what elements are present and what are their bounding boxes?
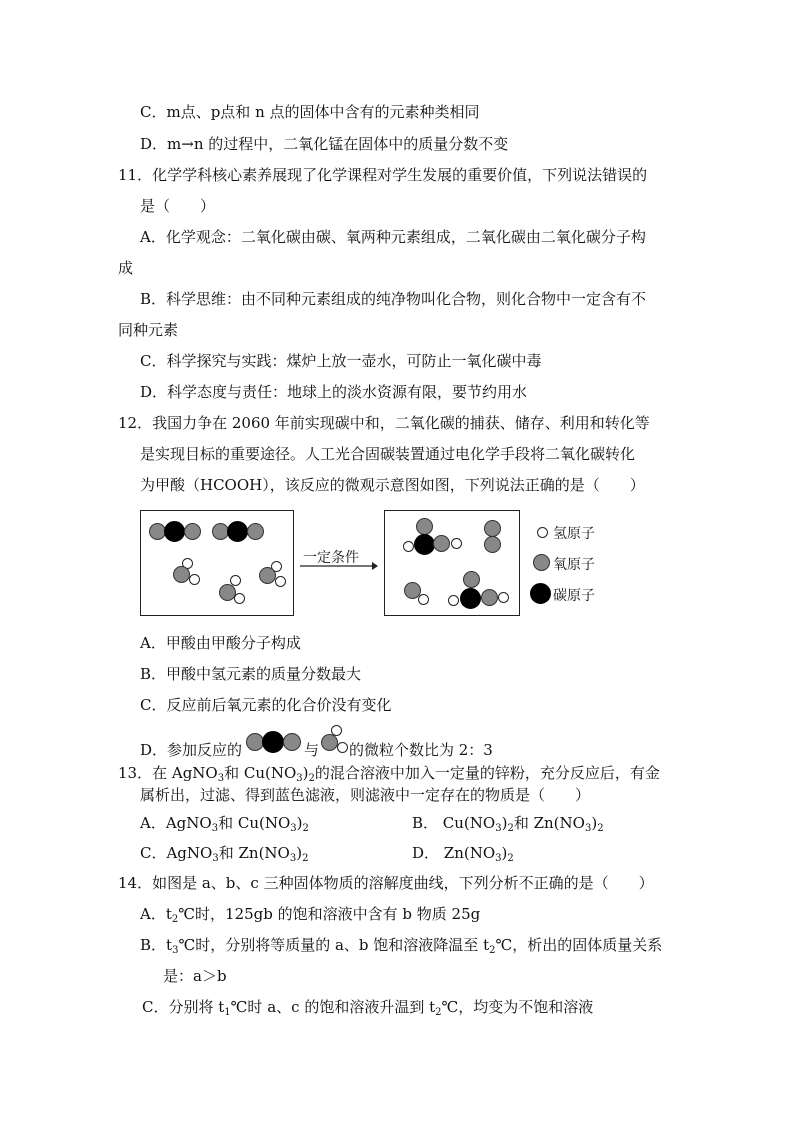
- hydrogen-atom: [189, 574, 200, 585]
- q10-option-c: C．m点、p点和 n 点的固体中含有的元素种类相同: [140, 103, 480, 121]
- hydrogen-atom: [275, 576, 286, 587]
- q13-text: ): [296, 814, 303, 832]
- hydrogen-atom: [448, 595, 459, 606]
- reaction-arrow-icon: [298, 560, 380, 572]
- q12-option-d-suffix: 的微粒个数比为 2：3: [349, 741, 493, 759]
- subscript: 3: [296, 773, 303, 784]
- q13-option-a: [140, 813, 309, 833]
- subscript: 3: [584, 823, 592, 834]
- hydrogen-legend-icon: [537, 527, 548, 538]
- oxygen-atom: [173, 566, 190, 583]
- subscript: 3: [217, 773, 225, 784]
- q13-text: C．AgNO: [140, 844, 213, 862]
- carbon-atom: [227, 521, 248, 542]
- q14-option-c: [142, 997, 593, 1017]
- q13-stem-line2: 属析出，过滤、得到蓝色滤液，则滤液中一定存在的物质是（ ）: [140, 786, 591, 804]
- subscript: 1: [224, 1007, 231, 1018]
- q11-option-a-line1: A．化学观念：二氧化碳由碳、氧两种元素组成，二氧化碳由二氧化碳分子构: [140, 228, 646, 246]
- q13-text: 和 Zn(NO: [218, 844, 290, 862]
- oxygen-atom: [259, 567, 276, 584]
- q13-text: ): [302, 764, 309, 782]
- subscript: 2: [489, 945, 496, 956]
- q14-option-b-line1: [140, 935, 662, 955]
- q11-option-b-line1: B．科学思维：由不同种元素组成的纯净物叫化合物，则化合物中一定含有不: [140, 290, 647, 308]
- q11-option-b-line2: 同种元素: [118, 321, 179, 339]
- hydrogen-atom: [337, 742, 348, 753]
- q13-text: D． Zn(NO: [412, 844, 496, 862]
- reactants-box: [140, 510, 294, 616]
- subscript: 3: [212, 853, 219, 864]
- oxygen-atom: [283, 733, 301, 751]
- q12-stem-line1: 12．我国力争在 2060 年前实现碳中和，二氧化碳的捕获、储存、利用和转化等: [118, 414, 650, 432]
- oxygen-legend-label: 氧原子: [553, 557, 595, 573]
- oxygen-atom: [463, 571, 480, 588]
- q12-option-d-middle: 与: [304, 741, 320, 759]
- q14-text: ℃时，分别将等质量的 a、b 饱和溶液降温至 t: [178, 936, 490, 954]
- q13-text: 13．在 AgNO: [118, 764, 218, 782]
- q13-text: 和 Zn(NO: [513, 814, 585, 832]
- oxygen-legend-icon: [533, 554, 550, 571]
- subscript: 2: [171, 914, 179, 925]
- q12-stem-line3: 为甲酸（HCOOH），该反应的微观示意图如图，下列说法正确的是（ ）: [140, 476, 645, 494]
- q13-text: A．AgNO: [140, 814, 212, 832]
- q13-text: 的混合溶液中加入一定量的锌粉，充分反应后，有金: [314, 764, 660, 782]
- q14-option-a: [140, 904, 480, 924]
- carbon-atom: [460, 588, 481, 609]
- carbon-atom: [164, 521, 185, 542]
- oxygen-atom: [184, 523, 201, 540]
- carbon-legend-label: 碳原子: [553, 588, 595, 604]
- q13-option-b: [412, 813, 604, 833]
- q12-option-d-prefix: D．参加反应的: [140, 741, 243, 759]
- q14-text: ℃，析出的固体质量关系: [495, 936, 663, 954]
- q11-stem-line1: 11．化学学科核心素养展现了化学课程对学生发展的重要价值，下列说法错误的: [118, 166, 648, 184]
- q11-option-d: D．科学态度与责任：地球上的淡水资源有限，要节约用水: [140, 383, 528, 401]
- carbon-atom: [414, 534, 435, 555]
- subscript: 3: [289, 853, 297, 864]
- hydrogen-atom: [234, 593, 245, 604]
- q14-text: ℃，均变为不饱和溶液: [441, 998, 594, 1016]
- subscript: 3: [211, 823, 219, 834]
- q12-option-c: C．反应前后氧元素的化合价没有变化: [140, 696, 392, 714]
- oxygen-atom: [484, 536, 501, 553]
- oxygen-atom: [247, 523, 264, 540]
- q13-text: ): [501, 844, 508, 862]
- q14-text: A．t: [140, 905, 172, 923]
- q14-stem: 14．如图是 a、b、c 三种固体物质的溶解度曲线，下列分析不正确的是（ ）: [118, 874, 654, 892]
- subscript: 3: [290, 823, 297, 834]
- oxygen-atom: [481, 589, 498, 606]
- oxygen-atom: [433, 535, 450, 552]
- carbon-atom: [262, 731, 284, 753]
- q13-option-d: [412, 843, 514, 863]
- q13-text: ): [501, 814, 508, 832]
- carbon-legend-icon: [530, 583, 551, 604]
- q13-stem-line1: [118, 763, 660, 783]
- q14-text: ℃时 a、c 的饱和溶液升温到 t: [230, 998, 436, 1016]
- subscript: 2: [302, 823, 309, 834]
- q10-option-d: D．m→n 的过程中，二氧化锰在固体中的质量分数不变: [140, 135, 509, 153]
- q13-text: 和 Cu(NO: [218, 814, 291, 832]
- hydrogen-atom: [403, 541, 414, 552]
- subscript: 2: [435, 1007, 442, 1018]
- hydrogen-atom: [418, 594, 429, 605]
- q12-option-d: [140, 740, 242, 760]
- subscript: 2: [597, 823, 604, 834]
- subscript: 2: [507, 853, 514, 864]
- oxygen-atom: [321, 734, 338, 751]
- q13-text: ): [296, 844, 303, 862]
- subscript: 3: [495, 853, 502, 864]
- q11-option-a-line2: 成: [118, 259, 134, 277]
- q12-option-a: A．甲酸由甲酸分子构成: [140, 634, 301, 652]
- q14-option-b-line2: 是：a＞b: [163, 967, 227, 985]
- reaction-condition-label: 一定条件: [303, 550, 359, 566]
- subscript: 3: [172, 945, 179, 956]
- q13-option-c: [140, 843, 308, 863]
- hydrogen-legend-label: 氢原子: [553, 526, 595, 542]
- q11-option-c: C．科学探究与实践：煤炉上放一壶水，可防止一氧化碳中毒: [140, 352, 542, 370]
- q14-text: ℃时，125gb 的饱和溶液中含有 b 物质 25g: [178, 905, 481, 923]
- q12-stem-line2: 是实现目标的重要途径。人工光合固碳装置通过电化学手段将二氧化碳转化: [140, 445, 636, 463]
- q13-text: 和 Cu(NO: [224, 764, 297, 782]
- subscript: 2: [302, 853, 309, 864]
- hydrogen-atom: [451, 538, 462, 549]
- subscript: 2: [308, 773, 315, 784]
- q12-option-b: B．甲酸中氢元素的质量分数最大: [140, 665, 362, 683]
- oxygen-atom: [416, 518, 433, 535]
- subscript: 2: [507, 823, 514, 834]
- oxygen-atom: [484, 520, 501, 537]
- hydrogen-atom: [498, 592, 509, 603]
- q14-text: B．t: [140, 936, 173, 954]
- q13-text: ): [591, 814, 598, 832]
- subscript: 3: [495, 823, 502, 834]
- products-box: [384, 510, 520, 616]
- q14-text: C．分别将 t: [142, 998, 225, 1016]
- q11-stem-line2: 是（ ）: [140, 197, 216, 215]
- q13-text: B． Cu(NO: [412, 814, 496, 832]
